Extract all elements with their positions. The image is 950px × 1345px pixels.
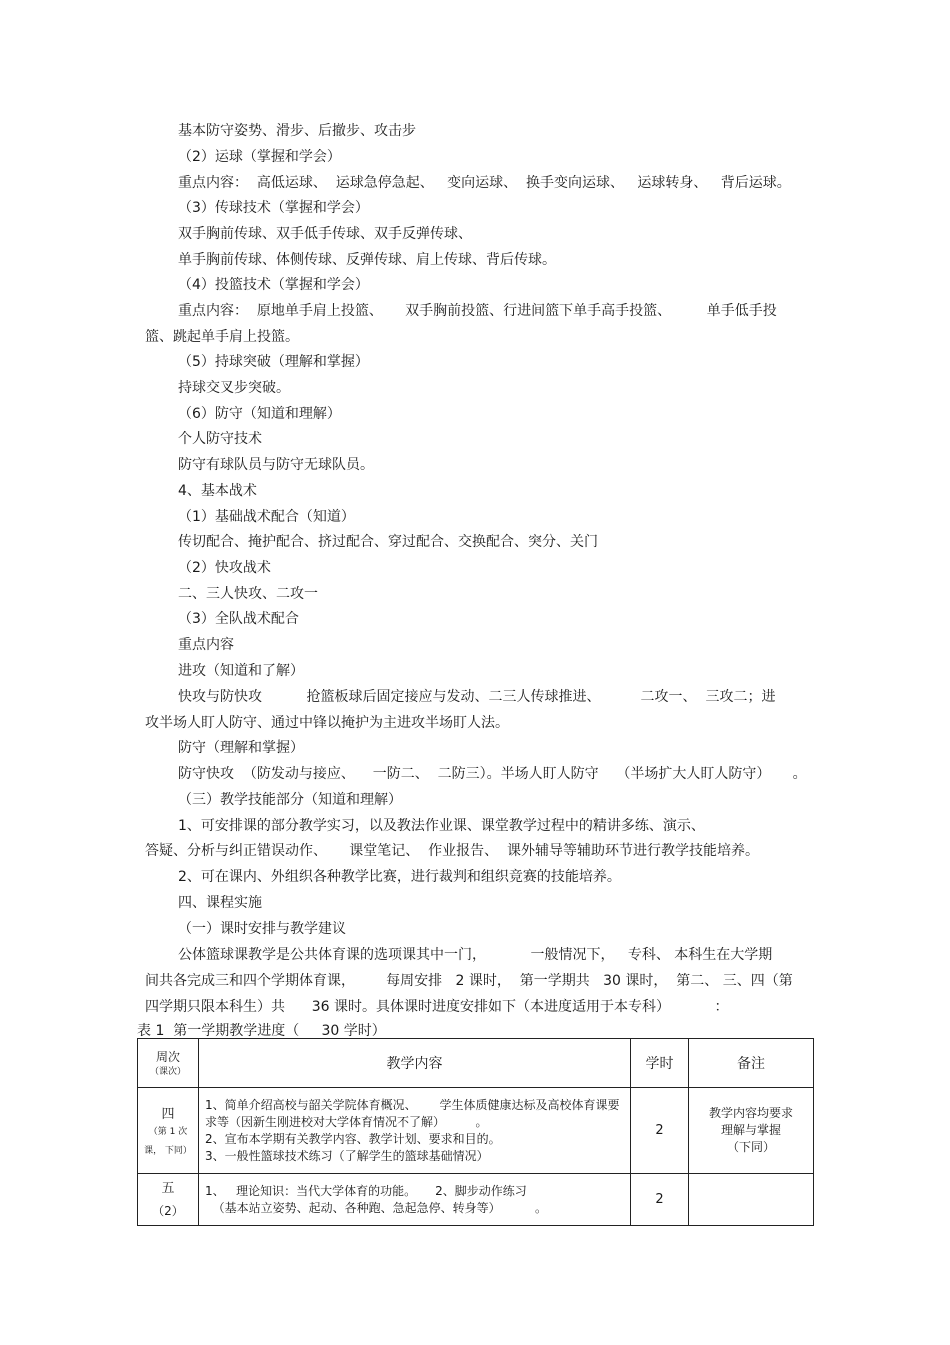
body-line: 间共各完成三和四个学期体育课， 每周安排 2 课时， 第一学期共 30 课时， 第二、 三、四（第 (145, 973, 793, 989)
body-line: （2）运球（掌握和学会） (178, 149, 341, 165)
row-note (689, 1174, 814, 1226)
header-hours: 学时 (631, 1039, 689, 1088)
body-line: （3）全队战术配合 (178, 611, 299, 627)
body-line: 重点内容： 高低运球、 运球急停急起、 变向运球、 换手变向运球、 运球转身、 背后运球。 (178, 175, 791, 191)
table-row (138, 1174, 814, 1226)
body-line: 快攻与防快攻 抢篮板球后固定接应与发动、二三人传球推进、 二攻一、 三攻二；进 (178, 689, 776, 705)
body-line: 答疑、分析与纠正错误动作、 课堂笔记、 作业报告、 课外辅导等辅助环节进行教学技能培养。 (145, 843, 760, 859)
table-caption: 表 1 第一学期教学进度（ 30 学时） (137, 1023, 386, 1039)
body-line: 防守（理解和掌握） (178, 740, 304, 756)
header-week: 周次 （课次） (138, 1039, 199, 1088)
body-line: 基本防守姿势、滑步、后撤步、攻击步 (178, 123, 416, 139)
body-line: 攻半场人盯人防守、通过中锋以掩护为主进攻半场盯人法。 (145, 715, 509, 731)
body-line: 1、可安排课的部分教学实习，以及教法作业课、课堂教学过程中的精讲多练、演示、 (178, 818, 705, 834)
body-line: 防守快攻 （防发动与接应、 一防二、 二防三）。半场人盯人防守 （半场扩大人盯人防守） 。 (178, 766, 807, 782)
body-line: （5）持球突破（理解和掌握） (178, 354, 369, 370)
body-line: （一）课时安排与教学建议 (178, 921, 346, 937)
table-row (138, 1088, 814, 1174)
header-note: 备注 (689, 1039, 814, 1088)
body-line: 防守有球队员与防守无球队员。 (178, 457, 374, 473)
body-line: 传切配合、掩护配合、挤过配合、穿过配合、交换配合、突分、关门 (178, 534, 598, 550)
body-line: 篮、跳起单手肩上投篮。 (145, 329, 299, 345)
body-line: 4、基本战术 (178, 483, 257, 499)
row-hours: 2 (631, 1088, 689, 1174)
row-note: 教学内容均要求 理解与掌握 （下同） (689, 1088, 814, 1174)
body-line: （3）传球技术（掌握和学会） (178, 200, 369, 216)
body-line: 2、可在课内、外组织各种教学比赛，进行裁判和组织竞赛的技能培养。 (178, 869, 621, 885)
row-content: 1、 理论知识：当代大学体育的功能。 2、脚步动作练习 （基本站立姿势、起动、各种跑、急起急停、转身等） 。 (199, 1174, 631, 1226)
row-week: 五 （2） (138, 1174, 199, 1226)
body-line: 公体篮球课教学是公共体育课的选项课其中一门， 一般情况下， 专科、 本科生在大学期 (178, 947, 773, 963)
body-line: 四学期只限本科生）共 36 课时。具体课时进度安排如下（本进度适用于本专科） ： (145, 999, 729, 1015)
row-hours: 2 (631, 1174, 689, 1226)
body-line: 重点内容 (178, 637, 234, 653)
body-line: （2）快攻战术 (178, 560, 271, 576)
body-line: （4）投篮技术（掌握和学会） (178, 277, 369, 293)
body-line: 进攻（知道和了解） (178, 663, 304, 679)
row-week: 四 （第 1 次 课， 下同） (138, 1088, 199, 1174)
body-line: 个人防守技术 (178, 431, 262, 447)
body-line: 四、课程实施 (178, 895, 262, 911)
row-content: 1、简单介绍高校与韶关学院体育概况、 学生体质健康达标及高校体育课要求等（因新生刚进校对大学体育情况不了解） 。 2、宣布本学期有关教学内容、教学计划、要求和目的。 3、一般性篮球技术练习（了解学生的篮球基础情况） (199, 1088, 631, 1174)
body-line: （6）防守（知道和理解） (178, 406, 341, 422)
body-line: 持球交叉步突破。 (178, 380, 290, 396)
body-line: （三）教学技能部分（知道和理解） (178, 792, 402, 808)
table-header-row (138, 1039, 814, 1088)
body-line: 单手胸前传球、体侧传球、反弹传球、肩上传球、背后传球。 (178, 252, 556, 268)
body-line: （1）基础战术配合（知道） (178, 509, 355, 525)
schedule-table (137, 1038, 814, 1226)
body-line: 重点内容： 原地单手肩上投篮、 双手胸前投篮、行进间篮下单手高手投篮、 单手低手投 (178, 303, 777, 319)
body-line: 二、三人快攻、二攻一 (178, 586, 318, 602)
body-line: 双手胸前传球、双手低手传球、双手反弹传球、 (178, 226, 472, 242)
header-content: 教学内容 (199, 1039, 631, 1088)
